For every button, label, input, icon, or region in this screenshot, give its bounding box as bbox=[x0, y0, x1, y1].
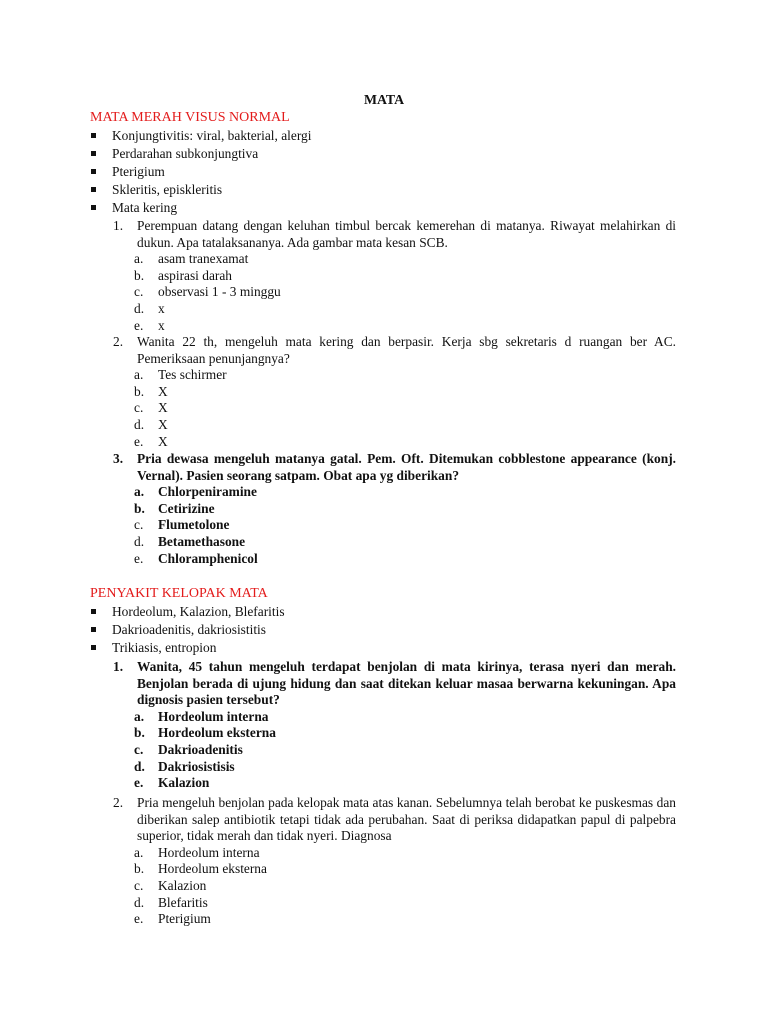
answer-options bbox=[134, 367, 676, 450]
section-heading-mata-merah: MATA MERAH VISUS NORMAL bbox=[90, 110, 290, 125]
question-text: Pria mengeluh benjolan pada kelopak mata atas kanan. Sebelumnya telah berobat ke puskesmas dan diberikan salep antibiotik tetapi tidak ada perubahan. Saat di periksa didapatkan papul di palpebra superior, tidak merah dan tidak nyeri. Diagnosa bbox=[137, 795, 676, 844]
answer-option: e. Chloramphenicol bbox=[134, 550, 258, 566]
answer-option: c. observasi 1 - 3 minggu bbox=[134, 284, 281, 300]
bullet-list-kelopak-mata bbox=[90, 604, 285, 658]
answer-option: d. Dakriosistisis bbox=[134, 758, 235, 774]
answer-option: b. Cetirizine bbox=[134, 500, 215, 516]
list-item: Hordeolum, Kalazion, Blefaritis bbox=[90, 604, 285, 622]
answer-option: e. Pterigium bbox=[134, 911, 211, 927]
question-number: 3. bbox=[113, 451, 124, 466]
answer-option: a. Hordeolum interna bbox=[134, 708, 269, 724]
document-title: MATA bbox=[363, 92, 405, 107]
square-bullet-icon bbox=[91, 151, 96, 156]
answer-option: c. Flumetolone bbox=[134, 517, 230, 533]
answer-option: d. Blefaritis bbox=[134, 894, 208, 910]
square-bullet-icon bbox=[91, 205, 96, 210]
list-item: Perdarahan subkonjungtiva bbox=[90, 146, 311, 164]
list-item: Mata kering bbox=[90, 200, 311, 218]
answer-option: b. aspirasi darah bbox=[134, 267, 232, 283]
answer-option: e. Kalazion bbox=[134, 775, 210, 791]
question-text: Perempuan datang dengan keluhan timbul bercak kemerehan di matanya. Riwayat melahirkan di dukun. Apa tatalaksananya. Ada gambar mata kesan SCB. bbox=[137, 218, 676, 250]
answer-option: d. X bbox=[134, 416, 168, 432]
answer-option: a. asam tranexamat bbox=[134, 251, 249, 267]
square-bullet-icon bbox=[91, 169, 96, 174]
list-item: Konjungtivitis: viral, bakterial, alergi bbox=[90, 128, 311, 146]
bullet-list-mata-merah bbox=[90, 128, 311, 218]
question-number: 1. bbox=[113, 659, 124, 674]
answer-option: e. x bbox=[134, 317, 165, 333]
question-text: Pria dewasa mengeluh matanya gatal. Pem. Oft. Ditemukan cobblestone appearance (konj. Vernal). Pasien seorang satpam. Obat apa yg diberikan? bbox=[137, 451, 676, 483]
question-item bbox=[113, 218, 676, 334]
answer-option: c. X bbox=[134, 400, 168, 416]
answer-option: c. Dakrioadenitis bbox=[134, 741, 243, 757]
answer-option: c. Kalazion bbox=[134, 877, 207, 893]
question-number: 1. bbox=[113, 218, 124, 233]
answer-options bbox=[134, 708, 676, 792]
answer-option: d. Betamethasone bbox=[134, 533, 246, 549]
answer-options bbox=[134, 251, 676, 334]
square-bullet-icon bbox=[91, 645, 96, 650]
answer-option: a. Chlorpeniramine bbox=[134, 484, 257, 500]
list-item: Dakrioadenitis, dakriosistitis bbox=[90, 622, 285, 640]
square-bullet-icon bbox=[91, 627, 96, 632]
list-item: Trikiasis, entropion bbox=[90, 640, 285, 658]
section-heading-kelopak-mata: PENYAKIT KELOPAK MATA bbox=[90, 586, 268, 601]
question-text: Wanita, 45 tahun mengeluh terdapat benjolan di mata kirinya, terasa nyeri dan merah. Benjolan berada di ujung hidung dan saat ditekan keluar masaa berwarna kekuningan. Apa dignosis pasien tersebut? bbox=[137, 659, 676, 708]
answer-options bbox=[134, 484, 676, 567]
answer-option: a. Hordeolum interna bbox=[134, 844, 260, 860]
square-bullet-icon bbox=[91, 609, 96, 614]
question-item bbox=[113, 795, 676, 928]
answer-option: a. Tes schirmer bbox=[134, 367, 227, 383]
answer-option: e. X bbox=[134, 433, 168, 449]
square-bullet-icon bbox=[91, 187, 96, 192]
square-bullet-icon bbox=[91, 133, 96, 138]
question-number: 2. bbox=[113, 334, 124, 349]
answer-option: b. Hordeolum eksterna bbox=[134, 725, 276, 741]
question-text: Wanita 22 th, mengeluh mata kering dan berpasir. Kerja sbg sekretaris d ruangan ber AC. Pemeriksaan penunjangnya? bbox=[137, 334, 676, 366]
question-item bbox=[113, 659, 676, 792]
question-item bbox=[113, 451, 676, 567]
answer-options bbox=[134, 844, 676, 928]
answer-option: d. x bbox=[134, 300, 165, 316]
question-number: 2. bbox=[113, 795, 124, 810]
question-item bbox=[113, 334, 676, 450]
answer-option: b. X bbox=[134, 383, 168, 399]
answer-option: b. Hordeolum eksterna bbox=[134, 861, 267, 877]
list-item: Skleritis, episkleritis bbox=[90, 182, 311, 200]
list-item: Pterigium bbox=[90, 164, 311, 182]
